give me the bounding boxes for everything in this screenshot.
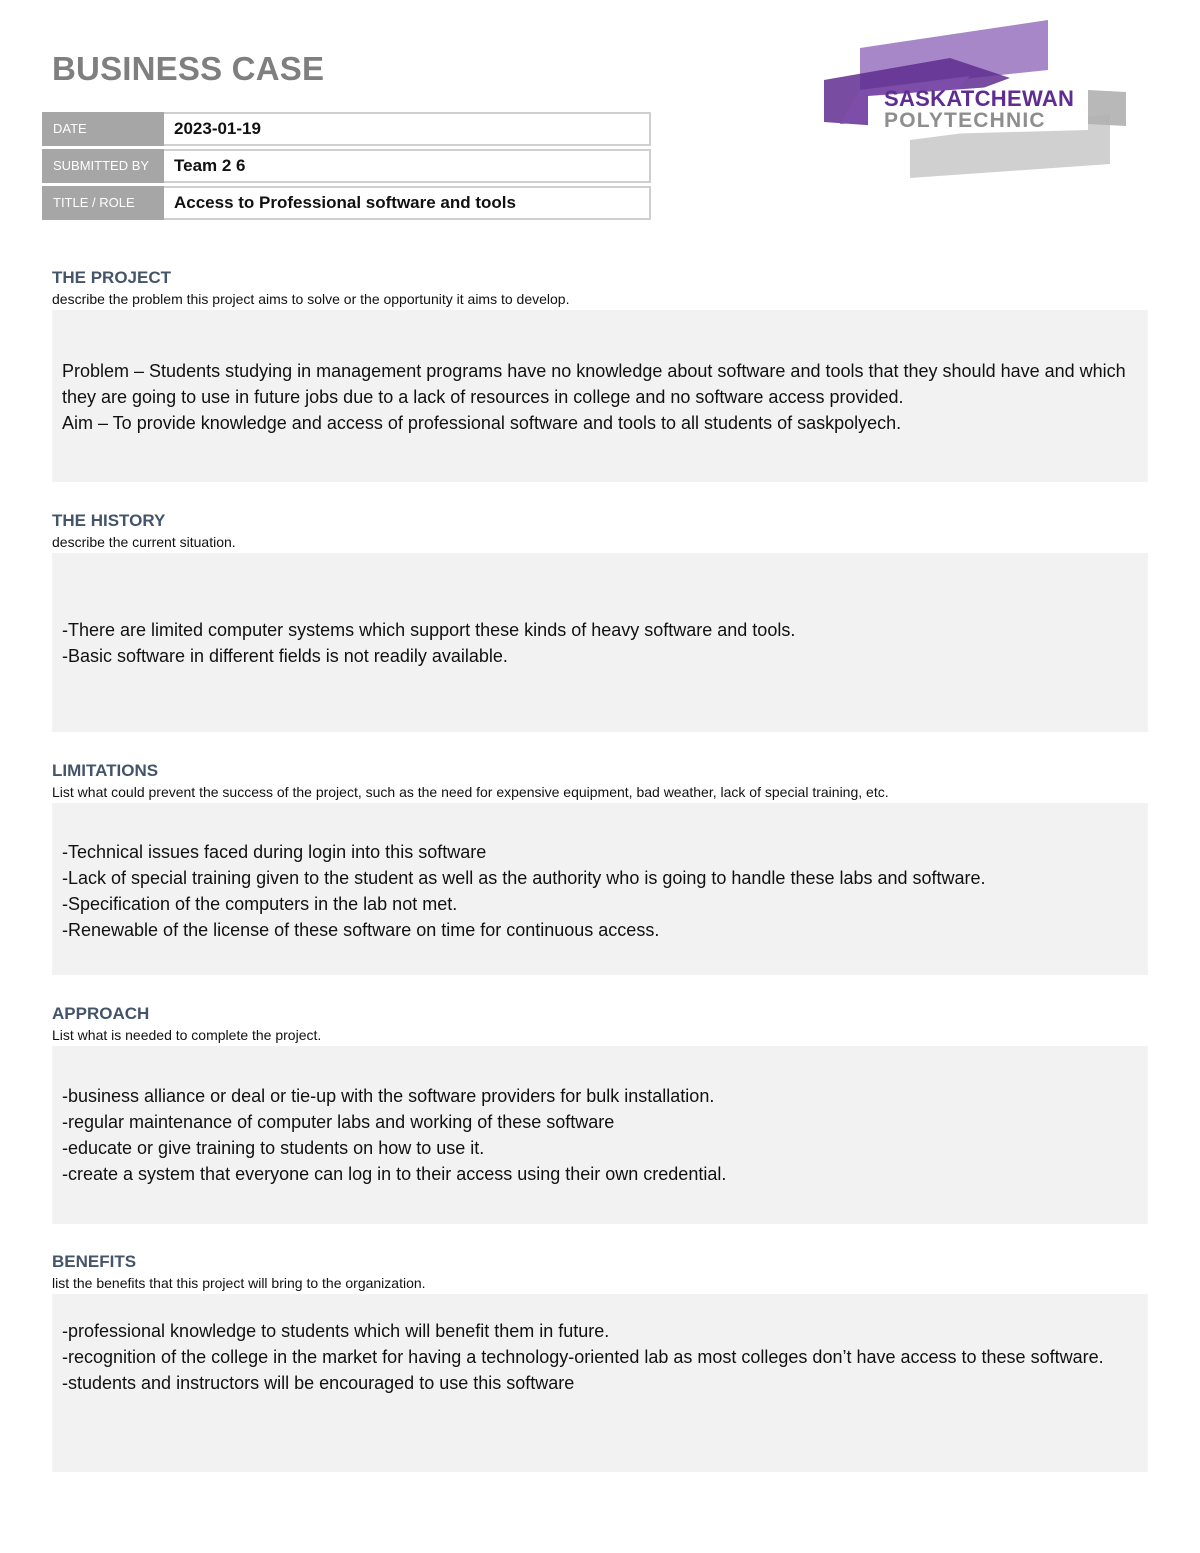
section-heading: THE PROJECT	[52, 268, 172, 287]
text-line: -educate or give training to students on how to use it.	[62, 1138, 485, 1158]
limitations-text-box[interactable]	[52, 803, 1148, 975]
section-prompt: List what is needed to complete the project.	[52, 1027, 322, 1043]
section-prompt: list the benefits that this project will bring to the organization.	[52, 1275, 426, 1291]
info-row-submitted-by	[42, 149, 652, 183]
section-approach	[52, 1004, 1148, 1226]
text-line: -professional knowledge to students which will benefit them in future.	[62, 1321, 610, 1341]
text-line: -business alliance or deal or tie-up with the software providers for bulk installation.	[62, 1086, 715, 1106]
approach-text-box[interactable]	[52, 1046, 1148, 1224]
date-field[interactable]: 2023-01-19	[164, 112, 651, 146]
logo-text	[884, 88, 1074, 132]
benefits-text-box[interactable]	[52, 1294, 1148, 1472]
section-project	[52, 268, 1148, 484]
section-prompt: describe the problem this project aims to solve or the opportunity it aims to develop.	[52, 291, 570, 307]
document-title: BUSINESS CASE	[52, 50, 325, 87]
text-line: -Lack of special training given to the student as well as the authority who is going to handle these labs and software.	[62, 868, 986, 888]
text-line: -Specification of the computers in the lab not met.	[62, 894, 458, 914]
submitted-by-field[interactable]: Team 2 6	[164, 149, 651, 183]
logo-line-2: POLYTECHNIC	[884, 109, 1046, 132]
section-prompt: describe the current situation.	[52, 534, 236, 550]
section-benefits	[52, 1252, 1148, 1474]
section-heading: APPROACH	[52, 1004, 150, 1023]
section-limitations	[52, 761, 1148, 977]
info-label: SUBMITTED BY	[42, 149, 164, 183]
text-line: -Renewable of the license of these software on time for continuous access.	[62, 920, 660, 940]
text-line: -students and instructors will be encouraged to use this software	[62, 1373, 575, 1393]
text-line: -regular maintenance of computer labs and working of these software	[62, 1112, 615, 1132]
text-line: -Basic software in different fields is not readily available.	[62, 646, 508, 666]
text-line: Problem – Students studying in management programs have no knowledge about software and tools that they should have and which they are going to use in future jobs due to a lack of resources in college and no software access provided.	[62, 361, 1126, 407]
history-text-box[interactable]	[52, 553, 1148, 732]
section-heading: LIMITATIONS	[52, 761, 159, 780]
info-table	[42, 112, 652, 223]
section-heading: BENEFITS	[52, 1252, 137, 1271]
text-line: Aim – To provide knowledge and access of professional software and tools to all students of saskpolyech.	[62, 413, 902, 433]
text-line: -There are limited computer systems which support these kinds of heavy software and tools.	[62, 620, 796, 640]
text-line: -recognition of the college in the market for having a technology-oriented lab as most colleges don’t have access to these software.	[62, 1347, 1104, 1367]
logo-line-1: SASKATCHEWAN	[884, 86, 1075, 111]
info-label: TITLE / ROLE	[42, 186, 164, 220]
title-role-field[interactable]: Access to Professional software and tools	[164, 186, 651, 220]
section-prompt: List what could prevent the success of the project, such as the need for expensive equipment, bad weather, lack of special training, etc.	[52, 784, 889, 800]
text-line: -create a system that everyone can log in to their access using their own credential.	[62, 1164, 727, 1184]
text-line: -Technical issues faced during login into this software	[62, 842, 487, 862]
info-row-date	[42, 112, 652, 146]
info-row-title-role	[42, 186, 652, 220]
project-text-box[interactable]	[52, 310, 1148, 482]
info-label: DATE	[42, 112, 164, 146]
section-heading: THE HISTORY	[52, 511, 166, 530]
section-history	[52, 511, 1148, 734]
